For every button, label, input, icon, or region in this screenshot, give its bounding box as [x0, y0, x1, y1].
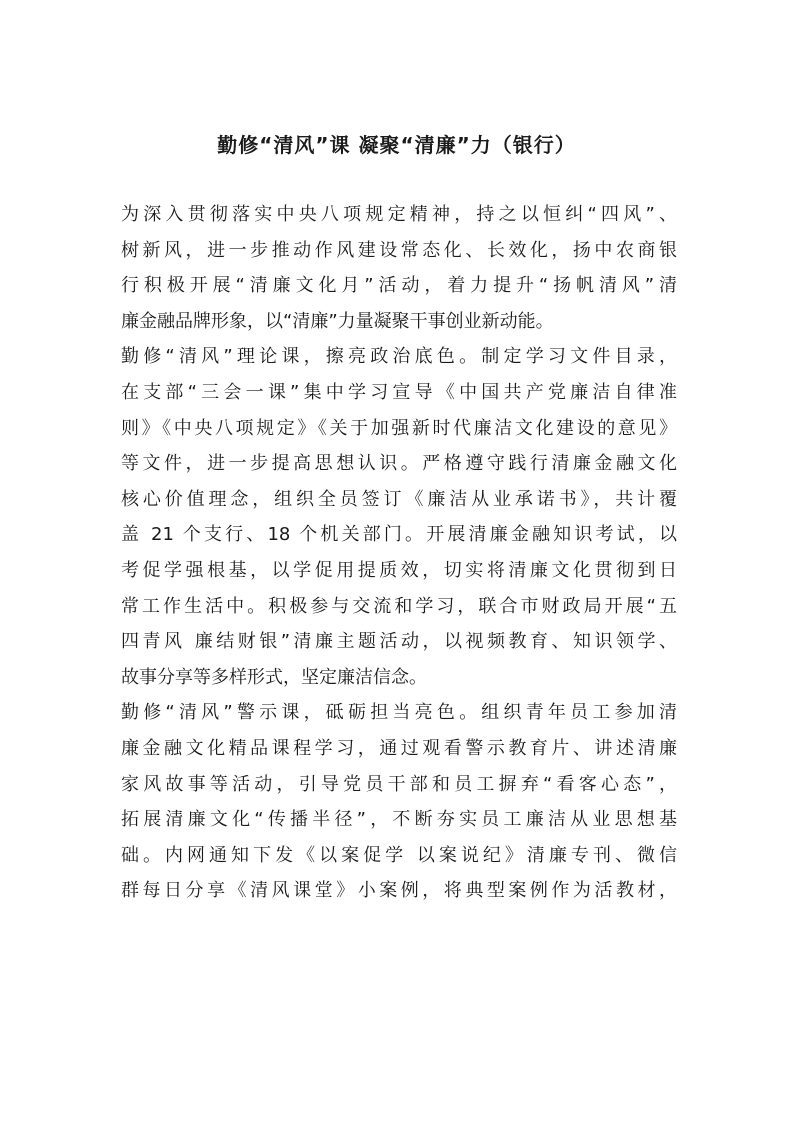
- paragraph-line: 考促学强根基，以学促用提质效，切实将清廉文化贯彻到日: [121, 559, 677, 581]
- paragraph-line: 廉金融文化精品课程学习，通过观看警示教育片、讲述清廉: [121, 737, 677, 759]
- document-title: 勤修“清风”课 凝聚“清廉”力（银行）: [217, 133, 576, 157]
- paragraph-line: 勤修“清风”警示课，砥砺担当亮色。组织青年员工参加清: [121, 702, 677, 724]
- document-body: [121, 197, 677, 909]
- paragraph-line: 故事分享等多样形式，坚定廉洁信念。: [121, 666, 427, 688]
- paragraph-line: 核心价值理念，组织全员签订《廉洁从业承诺书》，共计覆: [121, 488, 677, 510]
- paragraph-line: 树新风，进一步推动作风建设常态化、长效化，扬中农商银: [121, 239, 677, 261]
- paragraph-line: 群每日分享《清风课堂》小案例，将典型案例作为活教材，: [121, 880, 677, 902]
- paragraph-line: 础。内网通知下发《以案促学 以案说纪》清廉专刊、微信: [121, 844, 677, 866]
- paragraph-line: 家风故事等活动，引导党员干部和员工摒弃“看客心态”，: [121, 773, 677, 795]
- paragraph-line: 勤修“清风”理论课，擦亮政治底色。制定学习文件目录，: [121, 346, 677, 368]
- paragraph-line: 盖 21 个支行、18 个机关部门。开展清廉金融知识考试，以: [121, 524, 677, 546]
- paragraph-line: 常工作生活中。积极参与交流和学习，联合市财政局开展“五: [121, 595, 677, 617]
- paragraph-line: 拓展清廉文化“传播半径”，不断夯实员工廉洁从业思想基: [121, 809, 677, 831]
- paragraph-line: 等文件，进一步提高思想认识。严格遵守践行清廉金融文化: [121, 453, 677, 475]
- paragraph-line: 则》《中央八项规定》《关于加强新时代廉洁文化建设的意见》: [121, 417, 677, 439]
- paragraph-line: 廉金融品牌形象，以“清廉”力量凝聚干事创业新动能。: [121, 310, 554, 332]
- paragraph-line: 四青风 廉结财银”清廉主题活动，以视频教育、知识领学、: [121, 631, 677, 653]
- paragraph-line: 行积极开展“清廉文化月”活动，着力提升“扬帆清风”清: [121, 275, 677, 297]
- paragraph-line: 在支部“三会一课”集中学习宣导《中国共产党廉洁自律准: [121, 381, 677, 403]
- paragraph-line: 为深入贯彻落实中央八项规定精神，持之以恒纠“四风”、: [121, 204, 677, 225]
